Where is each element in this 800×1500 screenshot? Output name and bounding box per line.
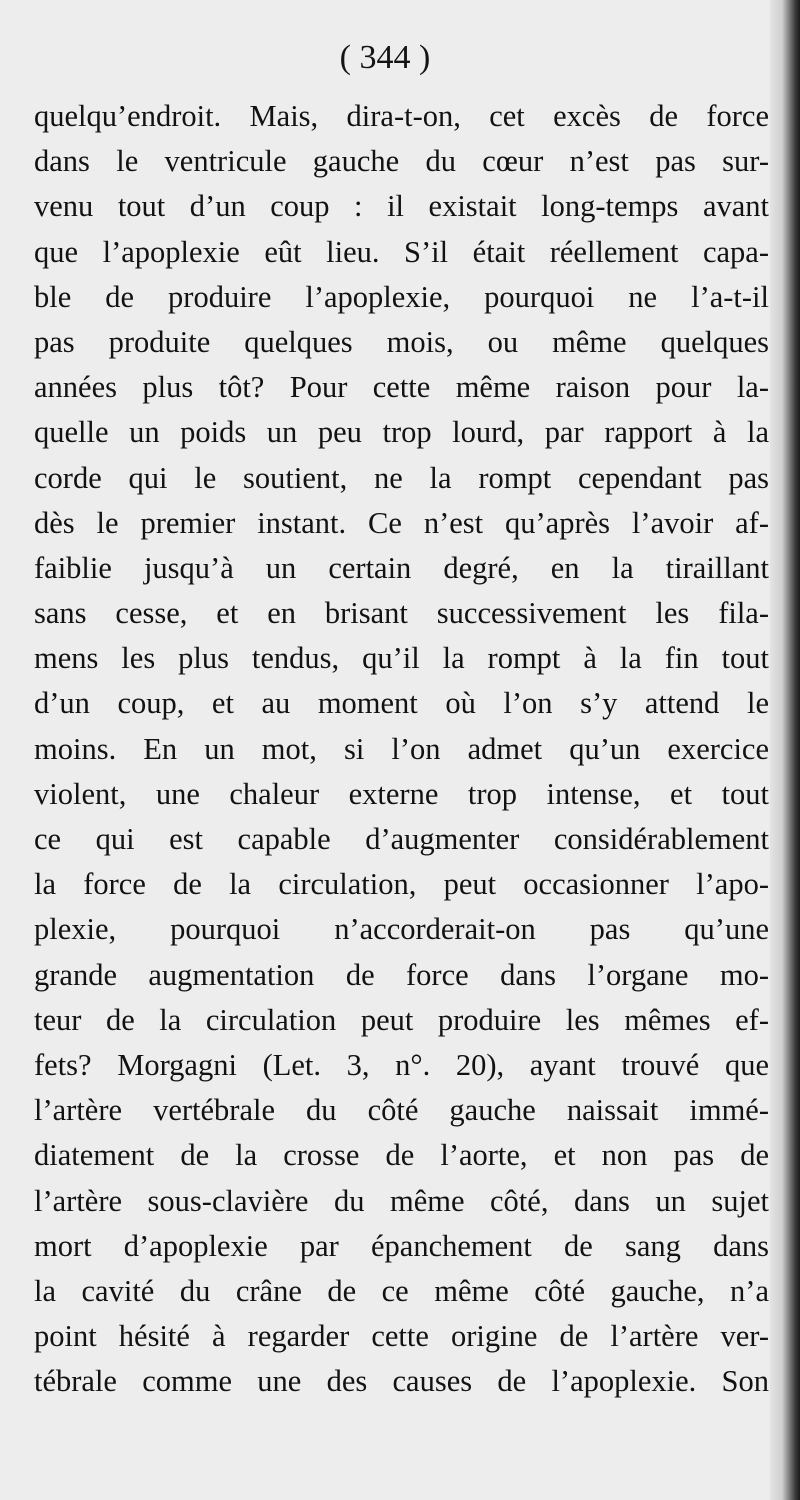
text-line: mort d’apoplexie par épanchement de sang dans [34, 1228, 769, 1263]
text-line: sans cesse, et en brisant successivement les fila- [34, 596, 769, 631]
text-line: point hésité à regarder cette origine de l’artère ver- [34, 1319, 769, 1354]
text-line: pas produite quelques mois, ou même quelques [34, 324, 769, 359]
text-line: corde qui le soutient, ne la rompt cependant pas [34, 460, 769, 495]
text-line: quelqu’endroit. Mais, dira-t-on, cet excès de force [34, 99, 769, 133]
text-line: l’artère sous-clavière du même côté, dans un sujet [34, 1183, 769, 1218]
text-line: tébrale comme une des causes de l’apoplexie. Son [34, 1364, 769, 1399]
text-line: violent, une chaleur externe trop intense, et tout [34, 776, 769, 811]
page-number: ( 344 ) [339, 39, 431, 76]
text-line: la force de la circulation, peut occasionner l’apo- [34, 867, 769, 902]
text-line: moins. En un mot, si l’on admet qu’un exercice [34, 731, 769, 766]
text-line: ble de produire l’apoplexie, pourquoi ne l’a-t-il [34, 279, 769, 314]
text-line: faiblie jusqu’à un certain degré, en la tiraillant [34, 550, 769, 585]
page-edge-shadow [770, 0, 800, 1500]
text-line: années plus tôt? Pour cette même raison pour la- [34, 370, 769, 405]
text-line: grande augmentation de force dans l’organe mo- [34, 957, 769, 992]
text-line: teur de la circulation peut produire les mêmes ef- [34, 1002, 769, 1037]
text-line: dès le premier instant. Ce n’est qu’après l’avoir af- [34, 505, 769, 540]
text-line: diatement de la crosse de l’aorte, et non pas de [34, 1138, 769, 1173]
text-line: que l’apoplexie eût lieu. S’il était réellement capa- [34, 234, 769, 269]
text-line: la cavité du crâne de ce même côté gauche, n’a [34, 1273, 769, 1308]
text-line: plexie, pourquoi n’accorderait-on pas qu’une [34, 912, 769, 947]
text-line: l’artère vertébrale du côté gauche naissait immé- [34, 1093, 769, 1128]
text-line: d’un coup, et au moment où l’on s’y attend le [34, 686, 769, 721]
body-text [34, 94, 769, 1404]
text-line: venu tout d’un coup : il existait long-temps avant [34, 189, 769, 224]
text-line: fets? Morgagni (Let. 3, n°. 20), ayant trouvé que [34, 1047, 769, 1082]
text-line: ce qui est capable d’augmenter considérablement [34, 822, 769, 856]
text-line: mens les plus tendus, qu’il la rompt à la fin tout [34, 641, 769, 676]
text-line: dans le ventricule gauche du cœur n’est pas sur- [34, 144, 769, 179]
text-line: quelle un poids un peu trop lourd, par rapport à la [34, 415, 769, 450]
